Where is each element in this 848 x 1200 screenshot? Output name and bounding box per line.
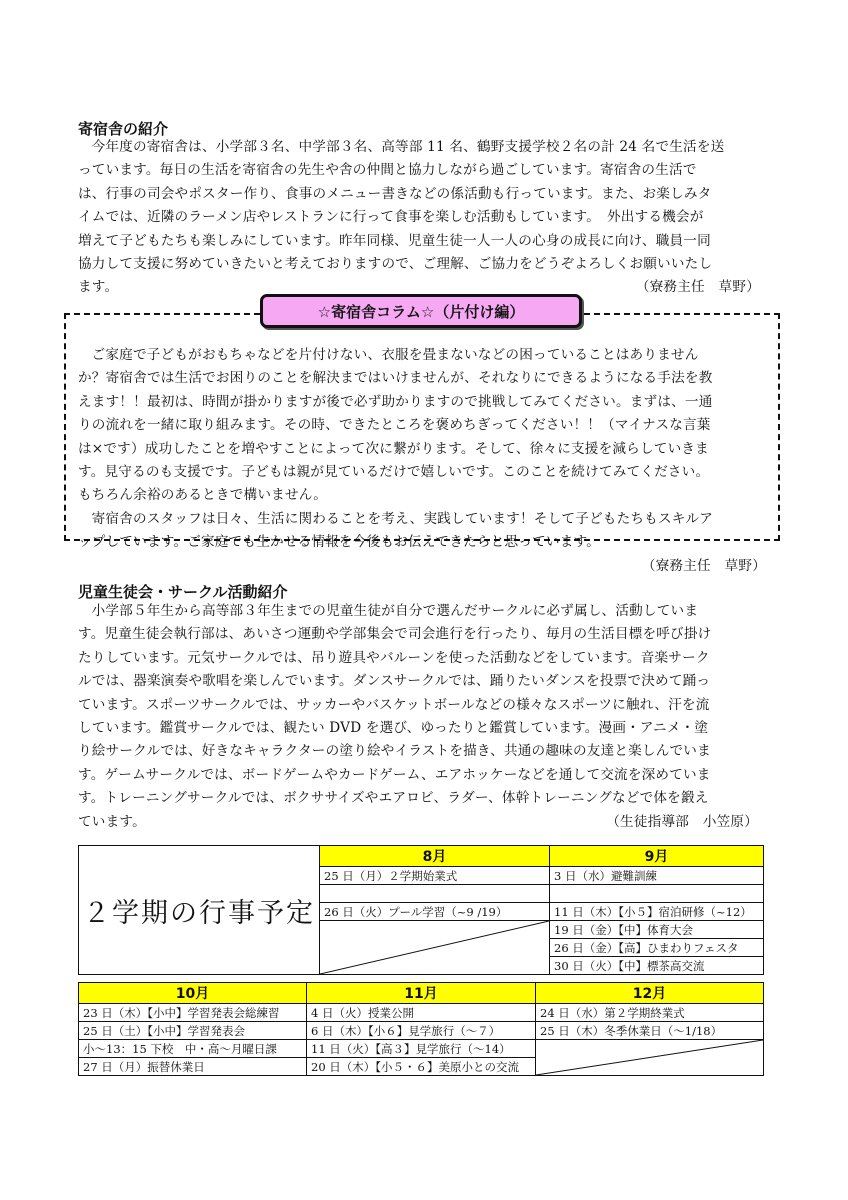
circle-line bbox=[78, 811, 770, 834]
event-nov: 11 日（火）【高３】見学旅行（～14） bbox=[307, 1040, 536, 1058]
diagonal-line bbox=[320, 921, 549, 974]
circle-title: 児童生徒会・サークル活動紹介 bbox=[78, 583, 288, 601]
event-aug-empty bbox=[320, 885, 550, 903]
dorm-line-last: ます。 bbox=[78, 279, 119, 296]
circle-line: ています。スポーツサークルでは、サッカーやバスケットボールなどの様々なスポーツに触れ、汗を流 bbox=[78, 696, 710, 713]
event-nov: 20 日（木）【小５・６】美原小との交流 bbox=[307, 1058, 536, 1076]
column-paragraph bbox=[78, 344, 772, 578]
circle-line: しています。鑑賞サークルでは、観たい DVD を選び、ゆったりと鑑賞しています。漫画・アニメ・塗 bbox=[78, 720, 709, 737]
event-sep: 26 日（金）【高】ひまわりフェスタ bbox=[550, 939, 764, 957]
circle-line: ルでは、器楽演奏や歌唱を楽しんでいます。ダンスサークルでは、踊りたいダンスを投票で決めて踊っ bbox=[78, 673, 711, 690]
event-dec: 25 日（木）冬季休業日（～1/18） bbox=[536, 1022, 764, 1040]
column-title: ☆寄宿舎コラム☆（片付け編） bbox=[260, 294, 582, 328]
circle-line: す。児童生徒会執行部は、あいさつ運動や学部集会で司会進行を行ったり、毎月の生活目標を呼び掛け bbox=[78, 626, 712, 643]
dorm-line: は、行事の司会やポスター作り、食事のメニュー書きなどの係活動も行っています。また、お楽しみタ bbox=[78, 185, 712, 202]
circle-line: す。ゲームサークルでは、ボードゲームやカードゲーム、エアホッケーなどを通して交流を深めていま bbox=[78, 766, 711, 783]
event-aug: 26 日（火）プール学習（~9 /19） bbox=[320, 903, 550, 921]
event-nov: 4 日（火）授業公開 bbox=[307, 1004, 536, 1022]
column-line: ップしています。ご家庭でも生かせる情報を今後もお伝えできたらと思っています。 bbox=[78, 534, 600, 551]
dorm-line: 増えて子どもたちも楽しみにしています。昨年同様、児童生徒一人一人の心身の成長に向け、職員一同 bbox=[78, 232, 711, 249]
circle-line: り絵サークルでは、好きなキャラクターの塗り絵やイラストを描き、共通の趣味の友達と楽しんでいま bbox=[78, 743, 711, 760]
month-header-oct: 10月 bbox=[79, 983, 307, 1004]
column-line: もちろん余裕のあるときで構いません。 bbox=[78, 487, 328, 504]
event-oct: 23 日（木）【小中】学習発表会総練習 bbox=[79, 1004, 307, 1022]
dorm-line: 協力して支援に努めていきたいと考えておりますので、ご理解、ご協力をどうぞよろしくお願いいたし bbox=[78, 256, 713, 273]
circle-line: 小学部５年生から高等部３年生までの児童生徒が自分で選んだサークルに必ず属し、活動していま bbox=[91, 603, 699, 619]
event-sep: 30 日（火）【中】標茶高交流 bbox=[550, 957, 764, 975]
column-line: りの流れを一緒に取り組みます。その時、できたところを褒めちぎってください！！（マイナスな言葉 bbox=[78, 417, 711, 434]
event-sep: 3 日（水）避難訓練 bbox=[550, 867, 764, 885]
column-line: か？寄宿舎では生活でお困りのことを解決まではいけませんが、それなりにできるようになる手法を教 bbox=[78, 370, 713, 387]
empty-cell-diagonal bbox=[320, 921, 550, 975]
schedule-title: ２学期の行事予定 bbox=[79, 846, 320, 975]
circle-paragraph bbox=[78, 600, 770, 834]
event-sep-empty bbox=[550, 885, 764, 903]
empty-cell-diagonal bbox=[536, 1040, 764, 1076]
event-oct: 27 日（月）振替休業日 bbox=[79, 1058, 307, 1076]
circle-line-last: ています。 bbox=[78, 813, 146, 830]
dorm-line: イムでは、近隣のラーメン店やレストランに行って食事を楽しむ活動もしています。 外出する機会が bbox=[78, 209, 704, 226]
diagonal-line bbox=[536, 1040, 763, 1075]
event-sep: 11 日（木）【小５】宿泊研修（~12） bbox=[550, 903, 764, 921]
event-sep: 19 日（金）【中】体育大会 bbox=[550, 921, 764, 939]
month-header-dec: 12月 bbox=[536, 983, 764, 1004]
schedule-table-oct-dec bbox=[78, 982, 764, 1076]
column-line: えます！！最初は、時間が掛かりますが後で必ず助かりますので挑戦してみてください。まずは、一通 bbox=[78, 393, 713, 410]
event-oct: 25 日（土）【小中】学習発表会 bbox=[79, 1022, 307, 1040]
column-line: す。見守るのも支援です。子どもは親が見ているだけで嬉しいです。このことを続けてみてください。 bbox=[78, 464, 710, 481]
dorm-line: っています。毎日の生活を寄宿舎の先生や舎の仲間と協力しながら過ごしています。寄宿舎の生活で bbox=[78, 162, 697, 179]
dorm-paragraph bbox=[78, 136, 770, 300]
column-line: は×です）成功したことを増やすことによって次に繋がります。そして、徐々に支援を減らしていきま bbox=[78, 440, 709, 457]
column-line: 寄宿舎のスタッフは日々、生活に関わることを考え、実践しています！そして子どもたちもスキルア bbox=[91, 510, 713, 527]
schedule-table-aug-sep bbox=[78, 845, 764, 975]
event-oct: 小～13：15 下校 中・高～月曜日課 bbox=[79, 1040, 307, 1058]
event-dec: 24 日（水）第２学期終業式 bbox=[536, 1004, 764, 1022]
dorm-signature: （寮務主任 草野） bbox=[635, 279, 760, 296]
month-header-sep: 9月 bbox=[550, 846, 764, 867]
column-line: ご家庭で子どもがおもちゃなどを片付けない、衣服を畳まないなどの困っていることはありません bbox=[91, 347, 699, 363]
event-nov: 6 日（木）【小６】見学旅行（～７） bbox=[307, 1022, 536, 1040]
circle-line: す。トレーニングサークルでは、ボクササイズやエアロビ、ラダー、体幹トレーニングなどで体を鍛え bbox=[78, 790, 709, 807]
circle-signature: （生徒指導部 小笠原） bbox=[606, 813, 758, 830]
month-header-aug: 8月 bbox=[320, 846, 550, 867]
dorm-title: 寄宿舎の紹介 bbox=[78, 120, 169, 138]
event-aug: 25 日（月）２学期始業式 bbox=[320, 867, 550, 885]
dorm-line: 今年度の寄宿舎は、小学部３名、中学部３名、高等部 11 名、鶴野支援学校２名の計 24 名で生活を送 bbox=[91, 139, 725, 155]
circle-line: たりしています。元気サークルでは、吊り遊具やバルーンを使った活動などをしています。音楽サーク bbox=[78, 649, 710, 666]
month-header-nov: 11月 bbox=[307, 983, 536, 1004]
column-signature: （寮務主任 草野） bbox=[641, 557, 766, 574]
